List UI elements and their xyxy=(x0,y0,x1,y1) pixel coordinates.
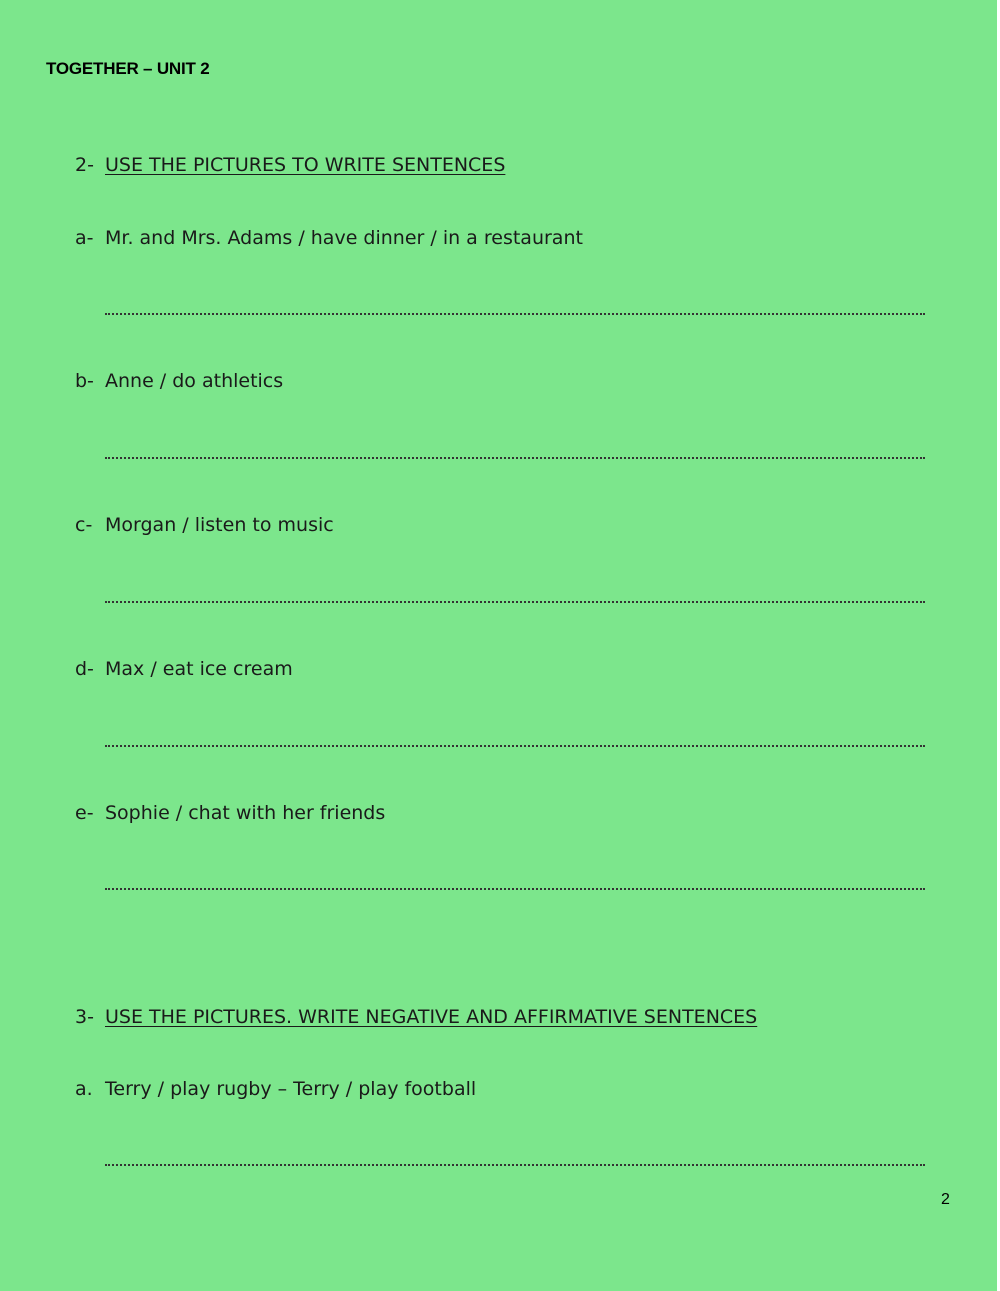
answer-line-3a[interactable] xyxy=(105,1164,925,1166)
item-prompt: Max / eat ice cream xyxy=(105,658,293,680)
item-letter: c- xyxy=(75,514,93,536)
item-letter: b- xyxy=(75,370,94,392)
item-prompt: Morgan / listen to music xyxy=(105,514,334,536)
item-letter: e- xyxy=(75,802,94,824)
section-2-heading: USE THE PICTURES TO WRITE SENTENCES xyxy=(105,154,506,176)
exercise-item-2e xyxy=(75,802,385,824)
answer-line-2c[interactable] xyxy=(105,601,925,603)
section-2-title xyxy=(75,154,505,176)
item-letter: d- xyxy=(75,658,94,680)
answer-line-2a[interactable] xyxy=(105,313,925,315)
section-3-title xyxy=(75,1006,757,1028)
worksheet-header: TOGETHER – UNIT 2 xyxy=(46,59,210,78)
section-3-number: 3- xyxy=(75,1006,94,1028)
section-3-heading: USE THE PICTURES. WRITE NEGATIVE AND AFFIRMATIVE SENTENCES xyxy=(105,1006,758,1028)
item-letter: a- xyxy=(75,227,94,249)
item-letter: a. xyxy=(75,1078,93,1100)
answer-line-2e[interactable] xyxy=(105,888,925,890)
section-2-number: 2- xyxy=(75,154,94,176)
page-number: 2 xyxy=(941,1191,950,1208)
item-prompt: Sophie / chat with her friends xyxy=(105,802,386,824)
answer-line-2b[interactable] xyxy=(105,457,925,459)
answer-line-2d[interactable] xyxy=(105,745,925,747)
exercise-item-2c xyxy=(75,514,334,536)
exercise-item-2a xyxy=(75,227,583,249)
exercise-item-2d xyxy=(75,658,293,680)
item-prompt: Anne / do athletics xyxy=(105,370,284,392)
item-prompt: Terry / play rugby – Terry / play football xyxy=(105,1078,477,1100)
item-prompt: Mr. and Mrs. Adams / have dinner / in a restaurant xyxy=(105,227,583,249)
exercise-item-2b xyxy=(75,370,283,392)
exercise-item-3a xyxy=(75,1078,476,1100)
